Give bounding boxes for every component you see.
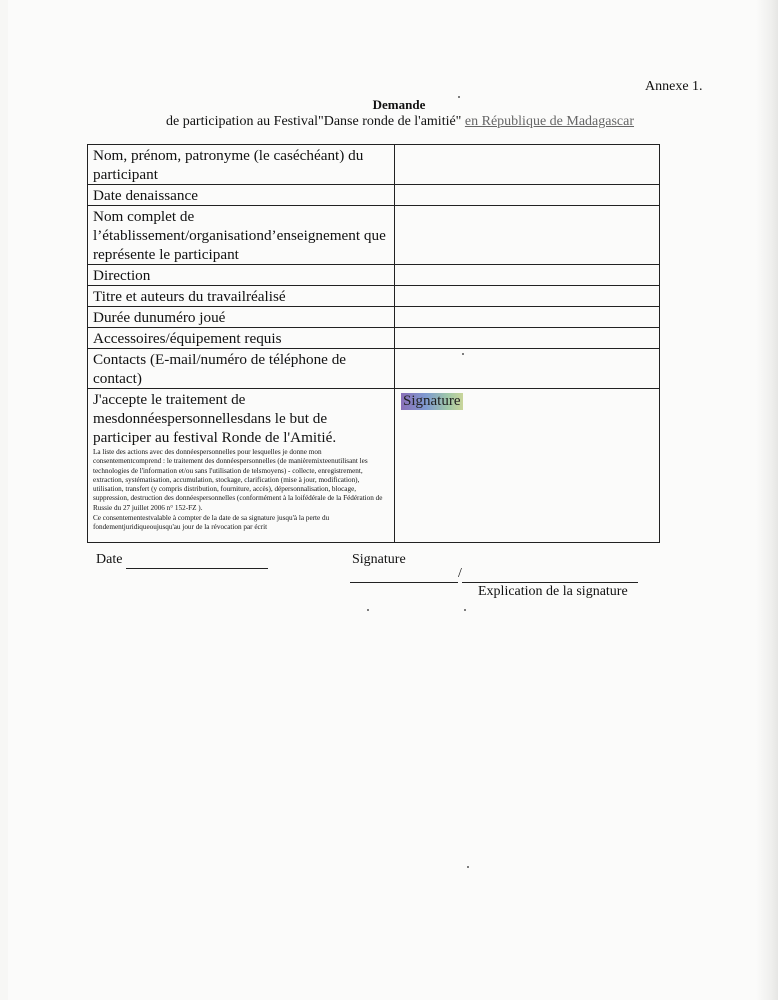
field-label-full-name: Nom, prénom, patronyme (le caséchéant) du participant: [88, 145, 395, 185]
field-value-full-name[interactable]: [395, 145, 660, 185]
field-value-institution[interactable]: [395, 206, 660, 265]
scan-speck: [464, 609, 466, 611]
form-row: [88, 307, 660, 328]
field-value-contacts[interactable]: [395, 349, 660, 389]
form-row: [88, 286, 660, 307]
form-row: [88, 206, 660, 265]
field-label-contacts: Contacts (E-mail/numéro de téléphone de contact): [88, 349, 395, 389]
signature-separator: /: [458, 566, 462, 581]
signature-tag: Signature: [403, 393, 461, 409]
document-title: Demande: [372, 97, 426, 112]
field-label-direction: Direction: [88, 265, 395, 286]
consent-row: [88, 389, 660, 543]
signature-lines: [350, 566, 638, 583]
consent-validity: Ce consentementestvalable à compter de la date de sa signature jusqu'à la perte du fondementjuridiqueoujusqu'au jour de la révocation par écrit: [93, 514, 330, 532]
form-row: [88, 349, 660, 389]
scan-speck: [467, 866, 469, 868]
form-row: [88, 328, 660, 349]
signature-label: Signature: [352, 552, 406, 567]
field-label-birth-date: Date denaissance: [88, 185, 395, 206]
consent-fine-print: La liste des actions avec des donnéespersonnelles pour lesquelles je donne mon consentementcomprend : le traitement des donnéespersonnelles (de manièremixteenutilisant les technologies de l'information et/ou sans l'utilisation de telsmoyens) - collecte, enregistrement, extraction, systématisation, accumulation, stockage, clarification (mise à jour, modification), utilisation, transfert (y compris distribution, fourniture, accès), dépersonnalisation, blocage, suppression, destruction des donnéespersonnelles (conformément à la loifédérale de la Fédération de Russie du 27 juillet 2006 n° 152-FZ ).: [93, 448, 383, 512]
field-label-institution: Nom complet de l’établissement/organisationd’enseignement que représente le participant: [88, 206, 395, 265]
page-edge-shadow: [756, 0, 778, 1000]
signature-blank-line[interactable]: [350, 566, 458, 583]
field-label-equipment: Accessoires/équipement requis: [88, 328, 395, 349]
scan-speck: [462, 353, 464, 355]
application-form-table: [87, 144, 660, 543]
field-value-birth-date[interactable]: [395, 185, 660, 206]
scan-speck: [458, 96, 460, 98]
date-blank-line[interactable]: [126, 552, 268, 569]
signature-explanation-label: Explication de la signature: [478, 584, 628, 599]
consent-signature-cell[interactable]: [395, 389, 660, 543]
date-label: Date: [96, 552, 123, 567]
form-row: [88, 145, 660, 185]
form-row: [88, 185, 660, 206]
explanation-blank-line[interactable]: [462, 566, 638, 583]
subtitle-place: en République de Madagascar: [464, 114, 635, 129]
consent-cell: [88, 389, 395, 543]
annex-number: Annexe 1.: [645, 79, 703, 94]
field-label-duration: Durée dunuméro joué: [88, 307, 395, 328]
date-field: [96, 552, 268, 569]
form-row: [88, 265, 660, 286]
document-subtitle: [150, 114, 650, 130]
scan-speck: [367, 609, 369, 611]
field-value-duration[interactable]: [395, 307, 660, 328]
field-value-direction[interactable]: [395, 265, 660, 286]
field-value-work-title[interactable]: [395, 286, 660, 307]
field-value-equipment[interactable]: [395, 328, 660, 349]
field-label-work-title: Titre et auteurs du travailréalisé: [88, 286, 395, 307]
subtitle-text: de participation au Festival"Danse ronde de l'amitié": [165, 114, 462, 129]
consent-heading: J'accepte le traitement de mesdonnéespersonnellesdans le but de participer au festival Ronde de l'Amitié.: [93, 391, 337, 446]
